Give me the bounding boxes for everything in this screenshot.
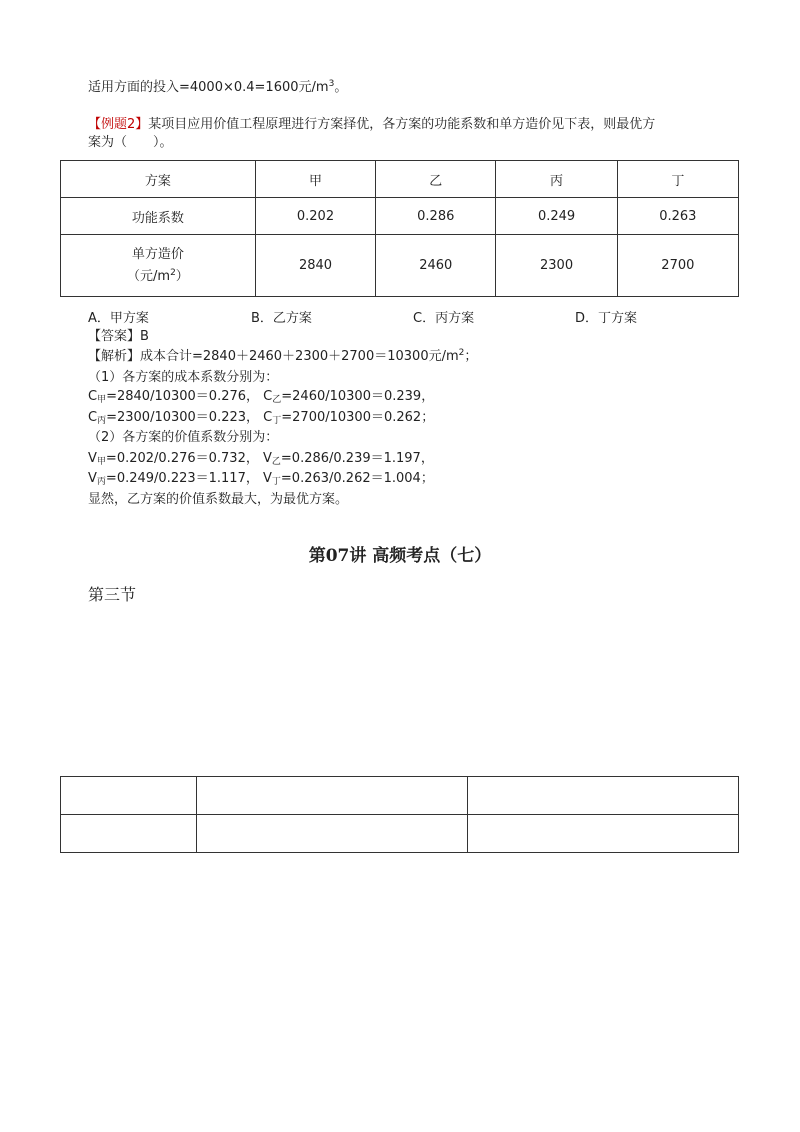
row-label: 功能系数 bbox=[61, 198, 256, 235]
option-d: D．丁方案 bbox=[575, 311, 638, 326]
example-question-cont: 案为（ ）。 bbox=[88, 135, 173, 150]
table-cell: 0.249 bbox=[496, 198, 617, 235]
example-tag: 【例题2】 bbox=[88, 117, 149, 132]
table-cell bbox=[197, 777, 468, 815]
analysis-line-7: $V_丙=0.249/0.223=1.117$， $V_丁=0.263/0.262=1.004$； bbox=[88, 471, 434, 487]
table-row bbox=[61, 235, 739, 297]
table-row bbox=[61, 777, 739, 815]
lecture-heading: 第07讲 高频考点（七） bbox=[308, 546, 492, 566]
analysis-line-3: $C_甲=2840/10300=0.276$， $C_乙=2460/10300=0.239$， bbox=[88, 389, 435, 405]
table-row bbox=[61, 198, 739, 235]
scheme-table bbox=[60, 160, 739, 297]
analysis-line-2: （1）各方案的成本系数分别为： bbox=[88, 370, 279, 385]
analysis-line-1: 【解析】成本合计=2840＋2460＋2300＋2700＝10300元$/m^2$； bbox=[88, 348, 478, 364]
table-cell bbox=[468, 777, 739, 815]
option-a: A．甲方案 bbox=[88, 311, 149, 326]
table-cell: 2300 bbox=[496, 235, 617, 297]
table-cell: 0.263 bbox=[617, 198, 738, 235]
table-cell bbox=[468, 815, 739, 853]
analysis-line-5: （2）各方案的价值系数分别为： bbox=[88, 430, 279, 445]
option-b: B．乙方案 bbox=[251, 311, 312, 326]
example-question: 【例题2】某项目应用价值工程原理进行方案择优，各方案的功能系数和单方造价见下表，则最优方 bbox=[88, 117, 656, 132]
analysis-conclusion: 显然，乙方案的价值系数最大，为最优方案。 bbox=[88, 492, 349, 507]
table-cell: 0.286 bbox=[376, 198, 496, 235]
intro-line: 适用方面的投入=4000×0.4=1600元$/m^3$。 bbox=[88, 79, 348, 95]
table-cell bbox=[197, 815, 468, 853]
option-c: C．丙方案 bbox=[413, 311, 475, 326]
row-label: 单方造价 （元$/m^2$） bbox=[61, 235, 256, 297]
table-header-row bbox=[61, 161, 739, 198]
table-header: 方案 bbox=[61, 161, 256, 198]
analysis-line-6: $V_甲=0.202/0.276=0.732$， $V_乙=0.286/0.239=1.197$， bbox=[88, 451, 434, 467]
table-cell: 2460 bbox=[376, 235, 496, 297]
empty-table bbox=[60, 776, 739, 853]
table-cell bbox=[61, 815, 197, 853]
table-row bbox=[61, 815, 739, 853]
table-cell: 2700 bbox=[617, 235, 738, 297]
table-cell: 2840 bbox=[255, 235, 375, 297]
table-cell bbox=[61, 777, 197, 815]
table-cell: 0.202 bbox=[255, 198, 375, 235]
answer: 【答案】B bbox=[88, 329, 149, 344]
table-header: 甲 bbox=[255, 161, 375, 198]
table-header: 乙 bbox=[376, 161, 496, 198]
table-header: 丙 bbox=[496, 161, 617, 198]
section-title: 第三节 bbox=[88, 585, 137, 604]
analysis-line-4: $C_丙=2300/10300=0.223$， $C_丁=2700/10300=0.262$； bbox=[88, 410, 435, 426]
table-header: 丁 bbox=[617, 161, 738, 198]
